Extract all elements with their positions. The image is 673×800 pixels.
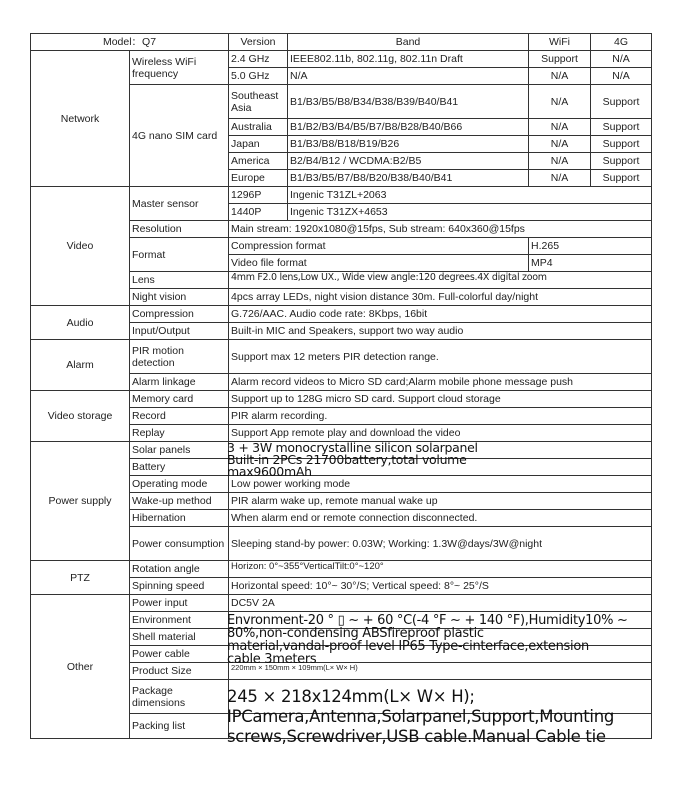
band-header: Band [288, 34, 529, 51]
version-cell: 2.4 GHz [229, 51, 288, 68]
version-cell: 5.0 GHz [229, 68, 288, 85]
alarm-linkage-label: Alarm linkage [130, 374, 229, 391]
power-input-value: DC5V 2A [229, 595, 652, 612]
wifi-frequency-label: Wireless WiFi frequency [130, 51, 229, 85]
4g-cell: Support [591, 119, 652, 136]
table-row [31, 306, 652, 323]
replay-label: Replay [130, 425, 229, 442]
environment-label: Environment [130, 612, 229, 629]
band-cell: IEEE802.11b, 802.11g, 802.11n Draft [288, 51, 529, 68]
wifi-header: WiFi [529, 34, 591, 51]
band-cell: B1/B3/B5/B8/B34/B38/B39/B40/B41 [288, 85, 529, 119]
storage-section: Video storage [31, 391, 130, 442]
audio-io-value: Built-in MIC and Speakers, support two way audio [229, 323, 652, 340]
audio-compression-value: G.726/AAC. Audio code rate: 8Kbps, 16bit [229, 306, 652, 323]
speed-value: Horizontal speed: 10°~ 30°/S; Vertical speed: 8°~ 25°/S [229, 578, 652, 595]
power-section: Power supply [31, 442, 130, 561]
wake-label: Wake-up method [130, 493, 229, 510]
model-header: Model：Q7 [31, 34, 229, 51]
night-vision-value: 4pcs array LEDs, night vision distance 30m. Full-colorful day/night [229, 289, 652, 306]
resolution-value: Main stream: 1920x1080@15fps, Sub stream: 640x360@15fps [229, 221, 652, 238]
product-size-label: Product Size [130, 663, 229, 680]
package-packing-text [227, 687, 614, 747]
wifi-cell: N/A [529, 170, 591, 187]
band-cell: N/A [288, 68, 529, 85]
4g-cell: Support [591, 85, 652, 119]
hibernation-label: Hibernation [130, 510, 229, 527]
4g-cell: N/A [591, 51, 652, 68]
compression-format-value: H.265 [529, 238, 652, 255]
wake-value: PIR alarm wake up, remote manual wake up [229, 493, 652, 510]
header-row [31, 34, 652, 51]
sim-card-label: 4G nano SIM card [130, 85, 229, 187]
pir-value: Support max 12 meters PIR detection range. [229, 340, 652, 374]
band-cell: B1/B2/B3/B4/B5/B7/B8/B28/B40/B66 [288, 119, 529, 136]
text-line: Envronment-20 ° ▯ ~ + 60 °C(-4 °F ~ + 140 °F),Humidity10% ~ [227, 613, 628, 628]
battery-label: Battery [130, 459, 229, 476]
4g-header: 4G [591, 34, 652, 51]
resolution-label: Resolution [130, 221, 229, 238]
wifi-cell: N/A [529, 136, 591, 153]
band-cell: B2/B4/B12 / WCDMA:B2/B5 [288, 153, 529, 170]
solar-label: Solar panels [130, 442, 229, 459]
wifi-cell: N/A [529, 153, 591, 170]
version-cell: Southeast Asia [229, 85, 288, 119]
lens-label: Lens [130, 272, 229, 289]
wifi-cell: N/A [529, 85, 591, 119]
format-label: Format [130, 238, 229, 272]
alarm-section: Alarm [31, 340, 130, 391]
consumption-value: Sleeping stand-by power: 0.03W; Working: 1.3W@days/3W@night [229, 527, 652, 561]
audio-compression-label: Compression [130, 306, 229, 323]
table-row [31, 391, 652, 408]
alarm-linkage-value: Alarm record videos to Micro SD card;Alarm mobile phone message push [229, 374, 652, 391]
version-cell: Japan [229, 136, 288, 153]
package-label: Package dimensions [130, 680, 229, 714]
4g-cell: Support [591, 136, 652, 153]
text-line: material,vandal-proof level IP65 Type-cinterface,extension [227, 639, 589, 654]
environment-text [227, 614, 628, 666]
version-cell: Australia [229, 119, 288, 136]
sensor-value: Ingenic T31ZX+4653 [288, 204, 652, 221]
record-value: PIR alarm recording. [229, 408, 652, 425]
mode-label: Operating mode [130, 476, 229, 493]
text-line: 3 + 3W monocrystalline silicon solarpanel [227, 440, 478, 455]
lens-value: 4mm F2.0 lens,Low UX., Wide view angle:120 degrees.4X digital zoom [229, 272, 652, 289]
version-cell: 1296P [229, 187, 288, 204]
4g-cell: Support [591, 170, 652, 187]
file-format-value: MP4 [529, 255, 652, 272]
table-row [31, 595, 652, 612]
compression-format-label: Compression format [229, 238, 529, 255]
shell-label: Shell material [130, 629, 229, 646]
ptz-section: PTZ [31, 561, 130, 595]
cable-label: Power cable [130, 646, 229, 663]
sensor-value: Ingenic T31ZL+2063 [288, 187, 652, 204]
night-vision-label: Night vision [130, 289, 229, 306]
table-row [31, 340, 652, 374]
4g-cell: N/A [591, 68, 652, 85]
rotation-value: Horizon: 0°~355°VerticalTilt:0°~120° [229, 561, 652, 578]
band-cell: B1/B3/B5/B7/B8/B20/B38/B40/B41 [288, 170, 529, 187]
other-section: Other [31, 595, 130, 739]
product-size-value: 220mm × 150mm × 109mm(L× W× H) [229, 663, 652, 680]
power-input-label: Power input [130, 595, 229, 612]
file-format-label: Video file format [229, 255, 529, 272]
4g-cell: Support [591, 153, 652, 170]
replay-value: Support App remote play and download the video [229, 425, 652, 442]
table-row [31, 51, 652, 68]
text-line: IPCamera,Antenna,Solarpanel,Support,Mounting [227, 707, 615, 726]
version-header: Version [229, 34, 288, 51]
pir-label: PIR motion detection [130, 340, 229, 374]
network-section: Network [31, 51, 130, 187]
text-line: 245 × 218x124mm(L× W× H); [227, 687, 475, 706]
text-line: cable 3meters [227, 652, 317, 667]
audio-io-label: Input/Output [130, 323, 229, 340]
consumption-label: Power consumption [130, 527, 229, 561]
memory-label: Memory card [130, 391, 229, 408]
version-cell: 1440P [229, 204, 288, 221]
rotation-label: Rotation angle [130, 561, 229, 578]
version-cell: America [229, 153, 288, 170]
memory-value: Support up to 128G micro SD card. Support cloud storage [229, 391, 652, 408]
table-row [31, 561, 652, 578]
audio-section: Audio [31, 306, 130, 340]
video-section: Video [31, 187, 130, 306]
wifi-cell: N/A [529, 68, 591, 85]
version-cell: Europe [229, 170, 288, 187]
text-line: screws,Screwdriver,USB cable.Manual Cable tie [227, 727, 606, 746]
speed-label: Spinning speed [130, 578, 229, 595]
text-line: max9600mAh [227, 464, 312, 479]
record-label: Record [130, 408, 229, 425]
text-line: Built-in 2PCs 21700battery,total volume [227, 452, 467, 467]
band-cell: B1/B3/B8/B18/B19/B26 [288, 136, 529, 153]
wifi-cell: Support [529, 51, 591, 68]
packing-label: Packing list [130, 714, 229, 739]
solar-battery-text [227, 442, 478, 478]
mode-value: Low power working mode [229, 476, 652, 493]
hibernation-value: When alarm end or remote connection disconnected. [229, 510, 652, 527]
sensor-label: Master sensor [130, 187, 229, 221]
wifi-cell: N/A [529, 119, 591, 136]
text-line: 80%,non-condensing ABSfireproof plastic [227, 626, 484, 641]
table-row [31, 187, 652, 204]
